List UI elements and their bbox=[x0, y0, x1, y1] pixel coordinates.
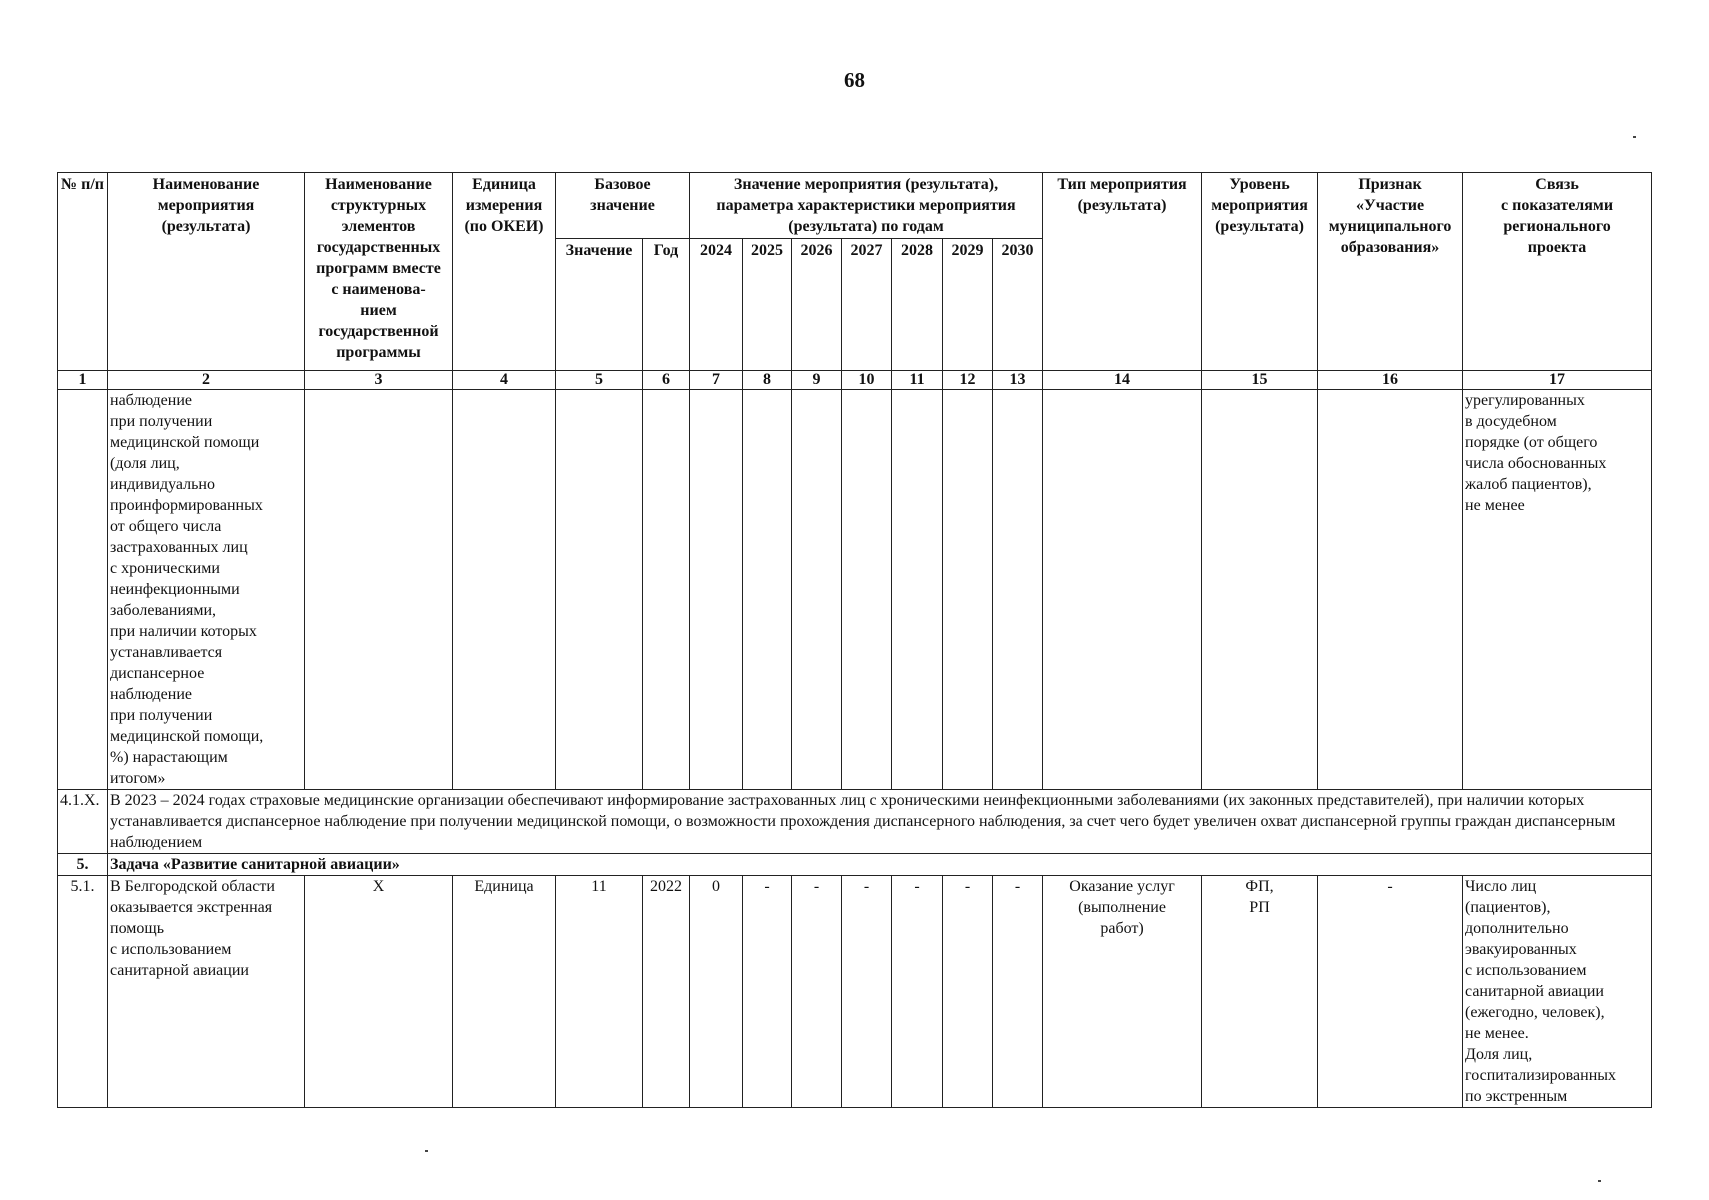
col-header-municipal: Признак «Участие муниципального образования» bbox=[1318, 173, 1463, 371]
cell-number: 5. bbox=[58, 854, 108, 876]
cell-link: Число лиц (пациентов), дополнительно эвакуированных с использованием санитарной авиации (ежегодно, человек), не менее. Доля лиц, госпитализированных по экстренным bbox=[1463, 876, 1652, 1108]
col-header-base-value: Значение bbox=[556, 239, 643, 371]
cell-year-value bbox=[743, 390, 792, 790]
column-number: 7 bbox=[690, 371, 743, 390]
cell-year-value bbox=[842, 390, 892, 790]
cell-measure-name: наблюдение при получении медицинской помощи (доля лиц, индивидуально проинформированных от общего числа застрахованных лиц с хроническими неинфекционными заболеваниями, при наличии которых устанавливается диспансерное наблюдение при получении медицинской помощи, %) нарастающим итогом» bbox=[108, 390, 305, 790]
cell-number: 4.1.Х. bbox=[58, 790, 108, 854]
scan-speck bbox=[1598, 1180, 1601, 1182]
cell-structural bbox=[305, 390, 453, 790]
cell-year-value bbox=[993, 390, 1043, 790]
column-number: 13 bbox=[993, 371, 1043, 390]
column-number: 11 bbox=[892, 371, 943, 390]
cell-year-value: 0 bbox=[690, 876, 743, 1108]
cell-municipal: - bbox=[1318, 876, 1463, 1108]
cell-number: 5.1. bbox=[58, 876, 108, 1108]
col-header-type: Тип мероприятия (результата) bbox=[1043, 173, 1202, 371]
col-header-year: 2028 bbox=[892, 239, 943, 371]
cell-municipal bbox=[1318, 390, 1463, 790]
column-number: 3 bbox=[305, 371, 453, 390]
col-header-link: Связь с показателями регионального проекта bbox=[1463, 173, 1652, 371]
cell-base-year: 2022 bbox=[643, 876, 690, 1108]
cell-year-value: - bbox=[842, 876, 892, 1108]
col-header-unit: Единица измерения (по ОКЕИ) bbox=[453, 173, 556, 371]
page-number: 68 bbox=[844, 68, 865, 92]
cell-link: урегулированных в досудебном порядке (от общего числа обоснованных жалоб пациентов), не менее bbox=[1463, 390, 1652, 790]
col-header-year: 2026 bbox=[792, 239, 842, 371]
col-header-year: 2030 bbox=[993, 239, 1043, 371]
cell-unit bbox=[453, 390, 556, 790]
scan-speck bbox=[1633, 136, 1636, 138]
cell-year-value bbox=[792, 390, 842, 790]
cell-year-value bbox=[892, 390, 943, 790]
column-number: 2 bbox=[108, 371, 305, 390]
cell-unit: Единица bbox=[453, 876, 556, 1108]
col-header-measure-name: Наименование мероприятия (результата) bbox=[108, 173, 305, 371]
column-number: 12 bbox=[943, 371, 993, 390]
cell-year-value: - bbox=[743, 876, 792, 1108]
cell-measure-name: В Белгородской области оказывается экстренная помощь с использованием санитарной авиации bbox=[108, 876, 305, 1108]
cell-year-value: - bbox=[792, 876, 842, 1108]
cell-task-title: Задача «Развитие санитарной авиации» bbox=[108, 854, 1652, 876]
col-header-years-group: Значение мероприятия (результата), параметра характеристики мероприятия (результата) по годам bbox=[690, 173, 1043, 239]
column-number: 17 bbox=[1463, 371, 1652, 390]
cell-level: ФП, РП bbox=[1202, 876, 1318, 1108]
column-number: 16 bbox=[1318, 371, 1463, 390]
column-number: 4 bbox=[453, 371, 556, 390]
col-header-year: 2027 bbox=[842, 239, 892, 371]
column-number: 6 bbox=[643, 371, 690, 390]
column-number: 5 bbox=[556, 371, 643, 390]
table-row-4-1-x bbox=[58, 790, 1652, 854]
table-row-continuation bbox=[58, 390, 1652, 790]
col-header-year: 2025 bbox=[743, 239, 792, 371]
cell-base-value: 11 bbox=[556, 876, 643, 1108]
column-number: 10 bbox=[842, 371, 892, 390]
cell-type: Оказание услуг (выполнение работ) bbox=[1043, 876, 1202, 1108]
column-number: 9 bbox=[792, 371, 842, 390]
table-row-5-1 bbox=[58, 876, 1652, 1108]
cell-structural: Х bbox=[305, 876, 453, 1108]
col-header-year: 2029 bbox=[943, 239, 993, 371]
col-header-number: № п/п bbox=[58, 173, 108, 371]
column-number: 8 bbox=[743, 371, 792, 390]
cell-year-value: - bbox=[892, 876, 943, 1108]
table-row-task-5 bbox=[58, 854, 1652, 876]
column-numbers-row bbox=[58, 371, 1652, 390]
column-number: 14 bbox=[1043, 371, 1202, 390]
cell-level bbox=[1202, 390, 1318, 790]
cell-type bbox=[1043, 390, 1202, 790]
col-header-year: 2024 bbox=[690, 239, 743, 371]
column-number: 1 bbox=[58, 371, 108, 390]
header-row-1 bbox=[58, 173, 1652, 239]
col-header-structural-elements: Наименование структурных элементов государственных программ вместе с наименова- нием государственной программы bbox=[305, 173, 453, 371]
measures-table bbox=[57, 172, 1652, 1108]
cell-measure-description: В 2023 – 2024 годах страховые медицинские организации обеспечивают информирование застрахованных лиц с хроническими неинфекционными заболеваниями (их законных представителей), при наличии которых устанавливается диспансерное наблюдение при получении медицинской помощи, о возможности прохождения диспансерного наблюдения, за счет чего будет увеличен охват диспансерной группы граждан диспансерным наблюдением bbox=[108, 790, 1652, 854]
cell-year-value: - bbox=[993, 876, 1043, 1108]
cell-year-value: - bbox=[943, 876, 993, 1108]
scan-speck bbox=[425, 1150, 428, 1152]
column-number: 15 bbox=[1202, 371, 1318, 390]
col-header-base-year: Год bbox=[643, 239, 690, 371]
col-header-level: Уровень мероприятия (результата) bbox=[1202, 173, 1318, 371]
col-header-base-value-group: Базовое значение bbox=[556, 173, 690, 239]
cell-year-value bbox=[690, 390, 743, 790]
cell-base-value bbox=[556, 390, 643, 790]
cell-number bbox=[58, 390, 108, 790]
cell-year-value bbox=[943, 390, 993, 790]
cell-base-year bbox=[643, 390, 690, 790]
